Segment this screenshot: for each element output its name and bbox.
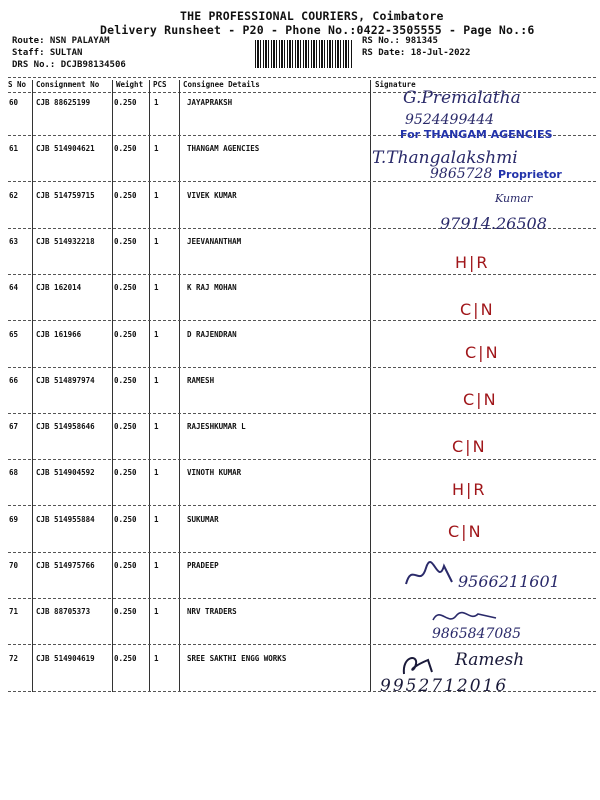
signature-r71-phone: 9865847085: [432, 626, 522, 642]
row-separator: [8, 367, 596, 368]
row-weight: 0.250: [114, 654, 137, 663]
row-sno: 72: [9, 654, 19, 663]
remark-r64: C|N: [460, 300, 495, 319]
row-separator: [8, 413, 596, 414]
row-pcs: 1: [154, 237, 159, 246]
col-divider: [112, 80, 113, 692]
signature-r72-phone: 9952712016: [380, 676, 509, 696]
row-weight: 0.250: [114, 376, 137, 385]
row-consignee: THANGAM AGENCIES: [187, 144, 260, 153]
row-consignment-no: CJB 88625199: [36, 98, 91, 107]
signature-scribble-icon: [402, 558, 457, 590]
row-sno: 70: [9, 561, 19, 570]
row-pcs: 1: [154, 98, 159, 107]
row-pcs: 1: [154, 283, 159, 292]
row-consignment-no: CJB 514759715: [36, 191, 95, 200]
row-consignee: NRV TRADERS: [187, 607, 237, 616]
col-pcs: PCS: [153, 80, 167, 89]
signature-r61-phone: 9865728: [430, 166, 493, 182]
col-sno: S No: [8, 80, 27, 89]
remark-r65: C|N: [465, 343, 500, 362]
col-divider: [370, 80, 371, 692]
row-consignee: RAMESH: [187, 376, 215, 385]
row-consignment-no: CJB 514975766: [36, 561, 95, 570]
row-consignment-no: CJB 161966: [36, 330, 82, 339]
row-consignee: VIVEK KUMAR: [187, 191, 237, 200]
row-sno: 69: [9, 515, 19, 524]
row-weight: 0.250: [114, 144, 137, 153]
row-weight: 0.250: [114, 237, 137, 246]
header-top-rule: [8, 77, 596, 78]
col-signature: Signature: [375, 80, 416, 89]
row-sno: 62: [9, 191, 19, 200]
signature-scribble-icon: [430, 604, 500, 628]
row-pcs: 1: [154, 422, 159, 431]
remark-r67: C|N: [452, 437, 487, 456]
row-weight: 0.250: [114, 422, 137, 431]
row-consignee: SUKUMAR: [187, 515, 219, 524]
remark-r66: C|N: [463, 390, 498, 409]
stamp-proprietor: Proprietor: [498, 168, 562, 181]
row-separator: [8, 274, 596, 275]
signature-r70-phone: 9566211601: [458, 572, 560, 591]
row-consignee: JAYAPRAKSH: [187, 98, 233, 107]
signature-r61-name: T.Thangalakshmi: [372, 148, 518, 168]
row-weight: 0.250: [114, 468, 137, 477]
rs-date: RS Date: 18-Jul-2022: [362, 48, 471, 58]
row-sno: 60: [9, 98, 19, 107]
row-consignee: VINOTH KUMAR: [187, 468, 242, 477]
row-pcs: 1: [154, 561, 159, 570]
row-consignment-no: CJB 514958646: [36, 422, 95, 431]
col-divider: [179, 80, 180, 692]
row-sno: 66: [9, 376, 19, 385]
drs-number: DRS No.: DCJB98134506: [12, 60, 126, 70]
barcode-image: [255, 40, 353, 68]
signature-r60-name: G.Premalatha: [403, 88, 521, 108]
row-weight: 0.250: [114, 515, 137, 524]
row-pcs: 1: [154, 330, 159, 339]
row-consignee: K RAJ MOHAN: [187, 283, 237, 292]
row-separator: [8, 598, 596, 599]
row-pcs: 1: [154, 515, 159, 524]
row-weight: 0.250: [114, 283, 137, 292]
row-consignment-no: CJB 162014: [36, 283, 82, 292]
row-pcs: 1: [154, 468, 159, 477]
row-pcs: 1: [154, 144, 159, 153]
row-consignment-no: CJB 514904592: [36, 468, 95, 477]
row-sno: 63: [9, 237, 19, 246]
signature-r62-name: Kumar: [495, 192, 533, 205]
stamp-thangam: For THANGAM AGENCIES: [400, 128, 553, 141]
row-sno: 67: [9, 422, 19, 431]
col-consignee: Consignee Details: [183, 80, 260, 89]
row-weight: 0.250: [114, 330, 137, 339]
row-consignee: JEEVANANTHAM: [187, 237, 242, 246]
signature-r72-name: Ramesh: [455, 650, 525, 670]
row-sno: 71: [9, 607, 19, 616]
row-separator: [8, 505, 596, 506]
row-pcs: 1: [154, 607, 159, 616]
row-consignment-no: CJB 514955884: [36, 515, 95, 524]
row-pcs: 1: [154, 376, 159, 385]
row-consignee: PRADEEP: [187, 561, 219, 570]
row-consignee: D RAJENDRAN: [187, 330, 237, 339]
row-pcs: 1: [154, 191, 159, 200]
rs-number: RS No.: 981345: [362, 36, 438, 46]
row-consignment-no: CJB 88705373: [36, 607, 91, 616]
row-separator: [8, 320, 596, 321]
row-consignee: RAJESHKUMAR L: [187, 422, 246, 431]
row-separator: [8, 459, 596, 460]
remark-r68: H|R: [452, 480, 487, 499]
row-sno: 68: [9, 468, 19, 477]
row-weight: 0.250: [114, 98, 137, 107]
row-weight: 0.250: [114, 191, 137, 200]
document-subtitle: Delivery Runsheet - P20 - Phone No.:0422-3505555 - Page No.:6: [100, 23, 535, 37]
row-sno: 61: [9, 144, 19, 153]
remark-r63: H|R: [455, 253, 490, 272]
row-consignee: SREE SAKTHI ENGG WORKS: [187, 654, 287, 663]
row-weight: 0.250: [114, 561, 137, 570]
row-separator: [8, 181, 596, 182]
col-divider: [32, 80, 33, 692]
row-sno: 65: [9, 330, 19, 339]
row-consignment-no: CJB 514932218: [36, 237, 95, 246]
col-weight: Weight: [116, 80, 144, 89]
staff-label: Staff: SULTAN: [12, 48, 83, 58]
remark-r69: C|N: [448, 522, 483, 541]
row-consignment-no: CJB 514904621: [36, 144, 95, 153]
row-consignment-no: CJB 514904619: [36, 654, 95, 663]
signature-r62-phone: 97914.26508: [440, 214, 547, 233]
row-separator: [8, 644, 596, 645]
route-label: Route: NSN PALAYAM: [12, 36, 110, 46]
col-divider: [149, 80, 150, 692]
document-title: THE PROFESSIONAL COURIERS, Coimbatore: [180, 9, 444, 23]
col-consignment: Consignment No: [36, 80, 100, 89]
row-consignment-no: CJB 514897974: [36, 376, 95, 385]
row-sno: 64: [9, 283, 19, 292]
row-separator: [8, 552, 596, 553]
signature-r60-phone: 9524499444: [405, 112, 495, 128]
row-weight: 0.250: [114, 607, 137, 616]
row-pcs: 1: [154, 654, 159, 663]
signature-r70-mark: [402, 558, 457, 594]
